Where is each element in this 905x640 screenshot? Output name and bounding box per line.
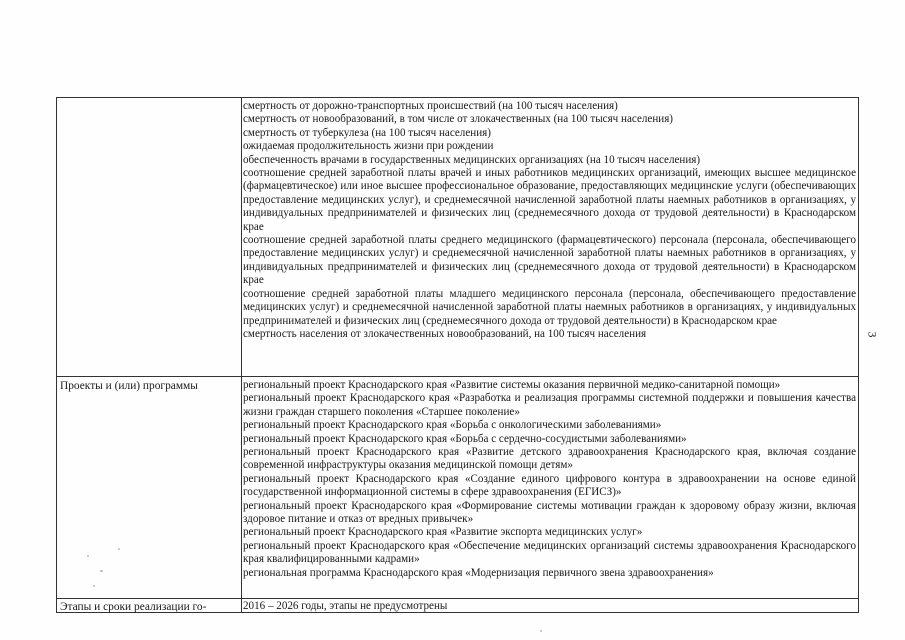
project-item: региональный проект Краснодарского края «Развитие детского здравоохранения Краснодарского края, включая создание современной инфраструктуры оказания медицинской помощи детям» (243, 446, 856, 472)
projects-label: Проекты и (или) программы (60, 380, 198, 392)
row-divider (57, 376, 858, 377)
project-item: региональный проект Краснодарского края «Разработка и реализация программы системной поддержки и повышения качества жизни граждан старшего поколения «Старшее поколение» (243, 392, 856, 418)
row-divider (57, 598, 858, 599)
projects-list (243, 379, 856, 580)
indicator-item: смертность от дорожно-транспортных происшествий (на 100 тысяч населения) (243, 100, 618, 112)
indicator-item: смертность населения от злокачественных новообразований, на 100 тысяч населения (243, 327, 647, 340)
scan-speck (93, 585, 95, 587)
indicator-item: смертность от новообразований, в том числе от злокачественных (на 100 тысяч населения) (243, 113, 673, 126)
project-item: региональная программа Краснодарского края «Модернизация первичного звена здравоохранения» (243, 566, 714, 579)
indicator-item: обеспеченность врачами в государственных медицинских организациях (на 10 тысяч населения) (243, 153, 701, 166)
scan-speck (100, 570, 103, 572)
indicator-item: смертность от туберкулеза (на 100 тысяч населения) (243, 126, 491, 139)
scan-speck (118, 548, 120, 550)
project-item: региональный проект Краснодарского края «Развитие системы оказания первичной медико-санитарной помощи» (243, 379, 781, 391)
scan-speck (540, 630, 542, 632)
project-item: региональный проект Краснодарского края «Обеспечение медицинских организаций системы здравоохранения Краснодарского края квалифицированными кадрами» (243, 539, 856, 566)
stages-label: Этапы и сроки реализации го- (60, 601, 207, 613)
scan-speck (87, 555, 89, 557)
indicator-item: соотношение средней заработной платы врачей и иных работников медицинских организаций, имеющих высшее медицинское (фармацевтическое) или иное высшее профессиональное образование, предоставляющих медицинские услуги (обеспечивающих предоставление медицинских услуг), и среднемесячной начисленной заработной платы наемных работников в организациях, у индивидуальных предпринимателей и физических лиц (среднемесячного дохода от трудовой деятельности) в Краснодарском крае (243, 167, 856, 233)
passport-table (56, 97, 859, 613)
project-item: региональный проект Краснодарского края «Развитие экспорта медицинских услуг» (243, 526, 643, 539)
page-number: 3 (865, 331, 880, 338)
project-item: региональный проект Краснодарского края «Борьба с онкологическими заболеваниями» (243, 419, 662, 432)
column-divider (241, 98, 242, 612)
indicators-list (243, 100, 856, 341)
indicator-item: ожидаемая продолжительность жизни при рождении (243, 140, 494, 153)
indicator-item: соотношение средней заработной платы младшего медицинского персонала (персонала, обеспечивающего предоставление медицинских услуг) и среднемесячной начисленной заработной платы наемных работников в организациях, у индивидуальных предпринимателей и физических лиц (среднемесячного дохода от трудовой деятельности) в Краснодарском крае (243, 287, 856, 327)
indicator-item: соотношение средней заработной платы среднего медицинского (фармацевтического) персонала (персонала, обеспечивающего предоставление медицинских услуг) и среднемесячной начисленной заработной платы наемных работников в организациях, у индивидуальных предпринимателей и физических лиц (среднемесячного дохода от трудовой деятельности) в Краснодарском крае (243, 234, 856, 287)
project-item: региональный проект Краснодарского края «Создание единого цифрового контура в здравоохранении на основе единой государственной информационной системы в сфере здравоохранения (ЕГИСЗ)» (243, 472, 856, 499)
stages-value: 2016 – 2026 годы, этапы не предусмотрены (243, 600, 448, 612)
project-item: региональный проект Краснодарского края «Борьба с сердечно-сосудистыми заболеваниями» (243, 432, 687, 445)
project-item: региональный проект Краснодарского края «Формирование системы мотивации граждан к здоровому образу жизни, включая здоровое питание и отказ от вредных привычек» (243, 499, 856, 526)
